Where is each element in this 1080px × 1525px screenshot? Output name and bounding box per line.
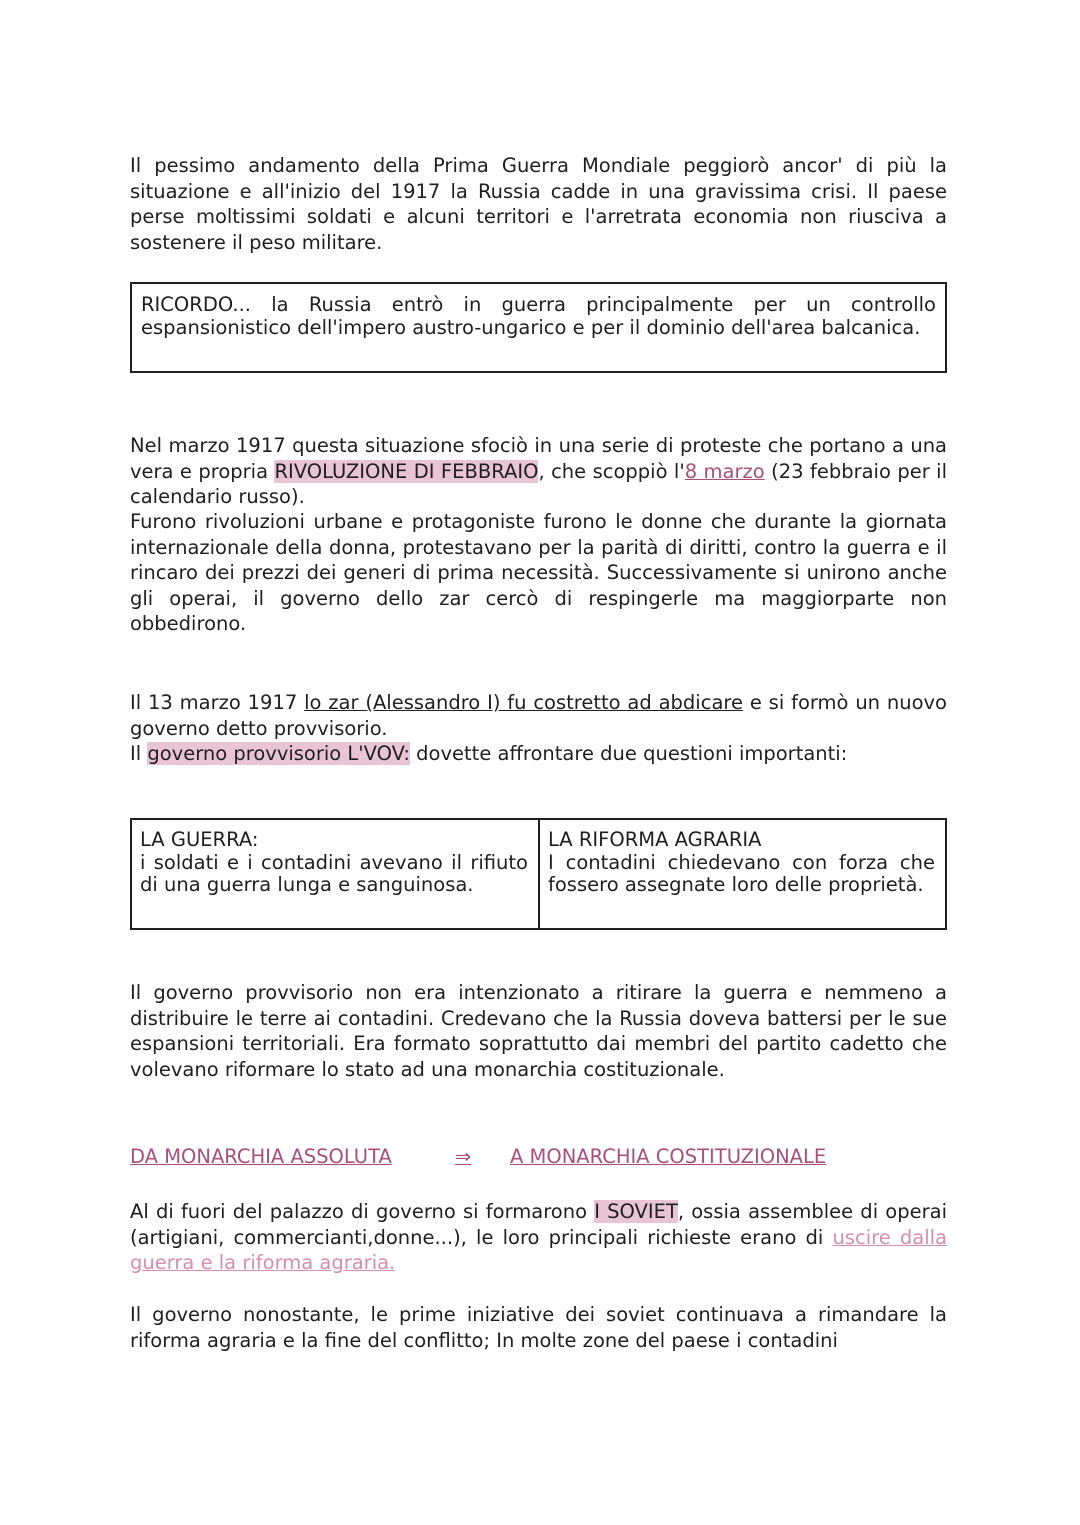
paragraph-provisional-government: Il governo provvisorio L'VOV: dovette affrontare due questioni importanti: [130, 742, 848, 765]
link-soviet-demands: uscire dalla guerra e la riforma agraria. [130, 1225, 947, 1275]
paragraph-war-crisis: Il pessimo andamento della Prima Guerra Mondiale peggiorò ancor' di più la situazione e all'inizio del 1917 la Russia cadde in una gravissima crisi. Il paese perse moltissimi soldati e alcuni territori e l'arretrata economia non riusciva a sostenere il peso militare. [130, 154, 947, 254]
note-box [130, 282, 947, 373]
arrow-icon: ⇒ [454, 1145, 472, 1168]
monarchy-heading [130, 1143, 890, 1171]
date-link-8-marzo: 8 marzo [684, 459, 765, 483]
table-cell-agrarian-title: LA RIFORMA AGRARIA [548, 828, 762, 851]
paragraph-february-revolution: Nel marzo 1917 questa situazione sfociò in una serie di proteste che portano a una vera e propria RIVOLUZIONE DI FEBBRAIO, che scoppiò l'8 marzo (23 febbraio per il calendario russo). [130, 434, 947, 509]
heading-from: DA MONARCHIA ASSOLUTA [130, 1145, 392, 1168]
table-cell-war-text: i soldati e i contadini avevano il rifiuto di una guerra lunga e sanguinosa. [140, 850, 528, 896]
underlined-abdication: lo zar (Alessandro I) fu costretto ad abdicare [304, 691, 743, 714]
note-box-text: RICORDO... la Russia entrò in guerra principalmente per un controllo espansionistico dell'impero austro-ungarico e per il dominio dell'area balcanica. [141, 293, 936, 339]
highlight-soviet: I SOVIET [594, 1200, 678, 1223]
highlight-governo-provvisorio: governo provvisorio L'VOV: [147, 742, 410, 765]
paragraph-zar-abdication: Il 13 marzo 1917 lo zar (Alessandro I) fu costretto ad abdicare e si formò un nuovo governo detto provvisorio. [130, 691, 947, 740]
heading-to: A MONARCHIA COSTITUZIONALE [510, 1145, 827, 1168]
table-cell-agrarian-reform [540, 820, 945, 928]
table-cell-war [132, 820, 540, 928]
paragraph-urban-revolutions: Furono rivoluzioni urbane e protagoniste furono le donne che durante la giornata internazionale della donna, protestavano per la parità di diritti, contro la guerra e il rincaro dei prezzi dei generi di prima necessità. Successivamente si unirono anche gli operai, il governo dello zar cercò di respingerle ma maggiorparte non obbedirono. [130, 510, 947, 636]
table-cell-agrarian-text: I contadini chiedevano con forza che fossero assegnate loro delle proprietà. [548, 850, 935, 896]
paragraph-soviet: Al di fuori del palazzo di governo si formarono I SOVIET, ossia assemblee di operai (artigiani, commercianti,donne...), le loro principali richieste erano di uscire dalla guerra e la riforma agraria. [130, 1200, 947, 1275]
table-cell-war-title: LA GUERRA: [140, 828, 259, 851]
highlight-rivoluzione-febbraio: RIVOLUZIONE DI FEBBRAIO [274, 459, 539, 483]
paragraph-government-delay: Il governo nonostante, le prime iniziative dei soviet continuava a rimandare la riforma agraria e la fine del conflitto; In molte zone del paese i contadini [130, 1303, 947, 1352]
two-issues-table [130, 818, 947, 930]
paragraph-government-intentions: Il governo provvisorio non era intenzionato a ritirare la guerra e nemmeno a distribuire le terre ai contadini. Credevano che la Russia doveva battersi per le sue espansioni territoriali. Era formato soprattutto dai membri del partito cadetto che volevano riformare lo stato ad una monarchia costituzionale. [130, 981, 947, 1081]
